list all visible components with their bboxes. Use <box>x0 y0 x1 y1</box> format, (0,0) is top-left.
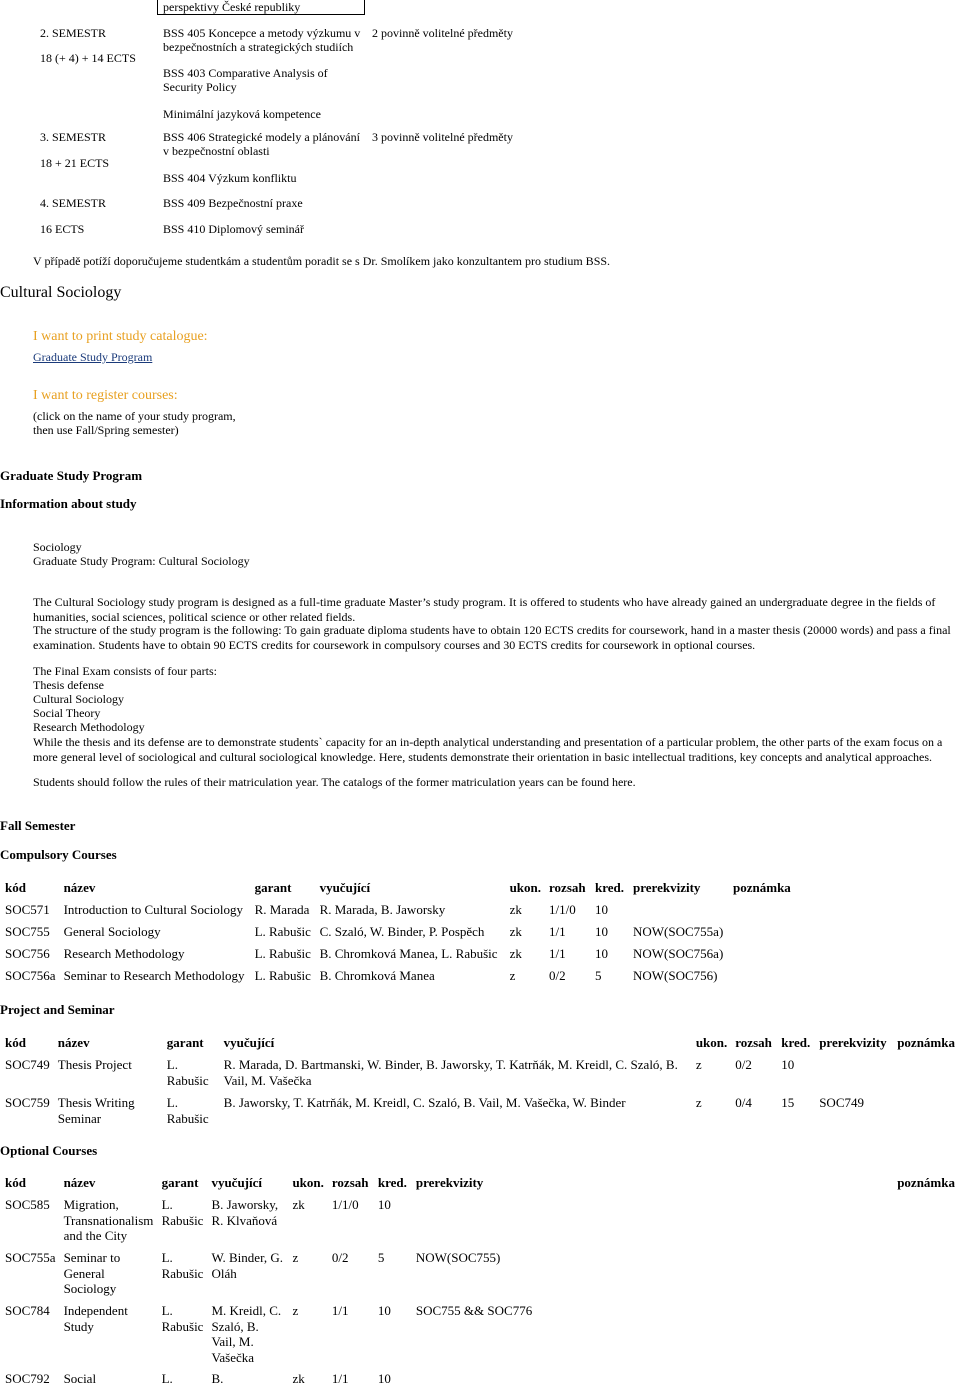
course-prerequisites: NOW(SOC756a) <box>633 946 724 961</box>
course-teachers: B. Chromková Manea <box>319 968 435 983</box>
table-row <box>1 946 797 968</box>
semester-ects: 18 (+ 4) + 14 ECTS <box>40 51 136 65</box>
course-name-link[interactable]: Independent Study <box>63 1303 128 1334</box>
course-guarantor: L. <box>161 1371 173 1386</box>
program-title: Graduate Study Program <box>0 468 143 483</box>
course-entry: BSS 405 Koncepce a metody výzkumu v bezpečnostních a strategických studiích <box>163 26 361 54</box>
breadcrumb-sociology: Sociology <box>33 540 82 554</box>
course-credits: 10 <box>781 1057 795 1072</box>
course-guarantor: L. Rabušic <box>254 946 311 961</box>
course-completion: z <box>509 968 516 983</box>
table-row <box>1 1095 959 1126</box>
course-range: 1/1 <box>331 1371 349 1386</box>
final-exam-part: Cultural Sociology <box>33 692 124 706</box>
description-paragraph: The Cultural Sociology study program is designed as a full-time graduate Master’s study program. It is offered to students who have already gained an undergraduate degree in the fields of humanities, social sciences, political science or other related fields. <box>33 595 936 624</box>
course-note <box>893 1095 959 1126</box>
breadcrumb-program: Graduate Study Program: Cultural Sociology <box>33 554 250 568</box>
course-guarantor: R. Marada <box>254 902 310 917</box>
course-range: 1/1/0 <box>549 902 576 917</box>
col-header: kód <box>5 880 26 895</box>
table-row <box>1 1250 959 1303</box>
col-header: rozsah <box>331 1175 369 1190</box>
rules-paragraph: Students should follow the rules of their matriculation year. The catalogs of the former matriculation years can be found here. <box>33 775 636 789</box>
course-guarantor: L. Rabušic <box>161 1303 204 1334</box>
course-name-link[interactable]: Migration, Transnationalism and the City <box>63 1197 154 1243</box>
course-teachers: R. Marada, B. Jaworsky <box>319 902 446 917</box>
course-completion: z <box>695 1057 702 1072</box>
course-completion: z <box>695 1095 702 1110</box>
course-completion: zk <box>509 902 522 917</box>
semester-label: 4. SEMESTR <box>40 196 107 210</box>
col-header: poznámka <box>897 1035 955 1050</box>
course-note <box>720 1250 959 1303</box>
course-code: SOC759 <box>5 1095 50 1110</box>
course-range: 0/2 <box>735 1057 752 1072</box>
col-header: název <box>57 1035 90 1050</box>
final-exam-part: Social Theory <box>33 706 101 720</box>
course-completion: zk <box>292 1371 305 1386</box>
course-range: 1/1/0 <box>331 1197 359 1212</box>
course-prerequisites <box>629 902 729 924</box>
course-teachers: C. Szaló, W. Binder, P. Pospěch <box>319 924 485 939</box>
col-header: poznámka <box>733 880 791 895</box>
final-exam-part: Thesis defense <box>33 678 104 692</box>
course-range: 0/4 <box>735 1095 752 1110</box>
course-name-link[interactable]: Thesis Writing Seminar <box>57 1095 135 1126</box>
course-prerequisites: NOW(SOC756) <box>633 968 718 983</box>
table-row <box>1 968 797 990</box>
course-range: 0/2 <box>549 968 566 983</box>
col-header: garant <box>161 1175 199 1190</box>
col-header: vyučující <box>211 1175 262 1190</box>
course-name-link[interactable]: Introduction to Cultural Sociology <box>63 902 244 917</box>
semester-note: 2 povinně volitelné předměty <box>372 26 513 40</box>
course-range: 1/1 <box>549 924 566 939</box>
course-code: SOC749 <box>5 1057 50 1072</box>
col-header: prerekvizity <box>633 880 701 895</box>
optional-title: Optional Courses <box>0 1143 98 1158</box>
exam-paragraph: While the thesis and its defense are to demonstrate students` capacity for an in-depth analytical understanding and presentation of a particular problem, the other parts of the exam focus on a more general level of sociological and cultural sociological knowledge. Here, students demonstrate their orientation in basic intellectual traditions, key concepts and analytical approaches. <box>33 735 943 764</box>
project-title: Project and Seminar <box>0 1002 115 1017</box>
course-teachers: B. Chromková Manea, L. Rabušic <box>319 946 498 961</box>
course-entry: BSS 410 Diplomový seminář <box>163 222 305 236</box>
table-row <box>1 902 797 924</box>
course-completion: zk <box>509 924 522 939</box>
fall-semester-title: Fall Semester <box>0 818 76 833</box>
compulsory-courses-table <box>1 880 797 990</box>
structure-paragraph: The structure of the study program is the following: To gain graduate diploma students have to obtain 120 ECTS credits for coursework, hand in a master thesis (20000 words) and pass a final examination. Students have to obtain 90 ECTS credits for coursework in compulsory courses and 30 ECTS credits for coursework in optional courses. <box>33 623 951 652</box>
course-entry: BSS 406 Strategické modely a plánování v bezpečnostní oblasti <box>163 130 360 158</box>
course-note <box>729 968 797 990</box>
course-completion: zk <box>509 946 522 961</box>
course-credits: 5 <box>595 968 602 983</box>
info-title: Information about study <box>0 496 137 511</box>
course-prerequisites <box>412 1371 720 1387</box>
semester-label: 3. SEMESTR <box>40 130 107 144</box>
final-exam-intro: The Final Exam consists of four parts: <box>33 664 217 678</box>
course-credits: 10 <box>595 902 609 917</box>
register-heading: I want to register courses: <box>33 388 178 403</box>
course-completion: z <box>292 1250 299 1265</box>
course-note <box>729 946 797 968</box>
course-prerequisites <box>815 1057 893 1095</box>
course-completion: zk <box>292 1197 305 1212</box>
course-prerequisites: NOW(SOC755) <box>415 1250 501 1265</box>
course-entry: Minimální jazyková kompetence <box>163 107 321 121</box>
course-code: SOC792 <box>5 1371 50 1386</box>
course-code: SOC756a <box>5 968 56 983</box>
course-entry: BSS 409 Bezpečnostní praxe <box>163 196 303 210</box>
col-header: kód <box>5 1035 26 1050</box>
course-note <box>720 1197 959 1250</box>
course-code: SOC571 <box>5 902 50 917</box>
course-guarantor: L. Rabušic <box>254 924 311 939</box>
course-credits: 10 <box>595 924 609 939</box>
course-prerequisites: SOC755 && SOC776 <box>415 1303 533 1318</box>
course-name-link[interactable]: Research Methodology <box>63 946 185 961</box>
course-note <box>729 902 797 924</box>
course-teachers: B. <box>211 1371 224 1386</box>
col-header: ukon. <box>509 880 542 895</box>
course-name-link[interactable]: Thesis Project <box>57 1057 132 1072</box>
footnote: V případě potíží doporučujeme studentkám a studentům poradit se s Dr. Smolíkem jako konzultantem pro studium BSS. <box>33 254 611 268</box>
final-exam-part: Research Methodology <box>33 720 145 734</box>
col-header: název <box>63 880 96 895</box>
course-name-link[interactable]: General Sociology <box>63 924 161 939</box>
semester-ects: 18 + 21 ECTS <box>40 156 110 170</box>
col-header: ukon. <box>695 1035 728 1050</box>
course-completion: z <box>292 1303 299 1318</box>
register-note: then use Fall/Spring semester) <box>33 423 179 437</box>
semester-ects: 16 ECTS <box>40 222 85 236</box>
course-name-link[interactable]: Seminar to Research Methodology <box>63 968 245 983</box>
table-row <box>1 924 797 946</box>
print-heading: I want to print study catalogue: <box>33 329 208 344</box>
course-guarantor: L. Rabušic <box>254 968 311 983</box>
col-header: garant <box>254 880 292 895</box>
course-teachers: M. Kreidl, C. Szaló, B. Vail, M. Vašečka <box>211 1303 282 1365</box>
optional-courses-table <box>1 1175 959 1387</box>
col-header: prerekvizity <box>819 1035 887 1050</box>
col-header: prerekvizity <box>415 1175 484 1190</box>
course-code: SOC756 <box>5 946 50 961</box>
table-row <box>1 1057 959 1095</box>
project-courses-table <box>1 1035 959 1126</box>
course-note <box>720 1371 959 1387</box>
course-credits: 10 <box>595 946 609 961</box>
col-header: kred. <box>377 1175 407 1190</box>
col-header: rozsah <box>735 1035 772 1050</box>
col-header: kred. <box>781 1035 811 1050</box>
course-credits: 10 <box>377 1303 391 1318</box>
course-teachers: R. Marada, D. Bartmanski, W. Binder, B. Jaworsky, T. Katrňák, M. Kreidl, C. Szaló, B. Vail, M. Vašečka <box>223 1057 678 1088</box>
course-prerequisites <box>412 1197 720 1250</box>
section-title: Cultural Sociology <box>0 284 122 301</box>
course-teachers: B. Jaworsky, T. Katrňák, M. Kreidl, C. Szaló, B. Vail, M. Vašečka, W. Binder <box>223 1095 626 1110</box>
course-guarantor: L. Rabušic <box>166 1095 209 1126</box>
col-header: garant <box>166 1035 204 1050</box>
register-note: (click on the name of your study program, <box>33 409 236 423</box>
course-credits: 10 <box>377 1371 391 1386</box>
course-name-link[interactable]: Seminar to General Sociology <box>63 1250 121 1296</box>
course-prerequisites: SOC749 <box>819 1095 864 1110</box>
course-name-link[interactable]: Social <box>63 1371 97 1386</box>
col-header: poznámka <box>897 1175 955 1190</box>
course-teachers: W. Binder, G. Oláh <box>211 1250 284 1281</box>
compulsory-title: Compulsory Courses <box>0 847 117 862</box>
course-range: 0/2 <box>331 1250 349 1265</box>
course-guarantor: L. Rabušic <box>166 1057 209 1088</box>
semester-label: 2. SEMESTR <box>40 26 107 40</box>
course-entry: BSS 404 Výzkum konfliktu <box>163 171 297 185</box>
col-header: název <box>63 1175 96 1190</box>
col-header: kred. <box>595 880 625 895</box>
graduate-study-program-link[interactable]: Graduate Study Program <box>33 350 153 364</box>
course-range: 1/1 <box>549 946 566 961</box>
course-entry: BSS 403 Comparative Analysis of Security Policy <box>163 66 328 94</box>
top-cell-text: perspektivy České republiky <box>163 0 301 14</box>
course-code: SOC784 <box>5 1303 50 1318</box>
table-row <box>1 1303 959 1371</box>
course-code: SOC755 <box>5 924 50 939</box>
course-credits: 15 <box>781 1095 795 1110</box>
course-note <box>729 924 797 946</box>
course-guarantor: L. Rabušic <box>161 1250 204 1281</box>
col-header: rozsah <box>549 880 586 895</box>
course-code: SOC585 <box>5 1197 50 1212</box>
course-code: SOC755a <box>5 1250 56 1265</box>
course-note <box>720 1303 959 1371</box>
course-credits: 10 <box>377 1197 391 1212</box>
col-header: vyučující <box>223 1035 275 1050</box>
table-row <box>1 1371 959 1387</box>
course-guarantor: L. Rabušic <box>161 1197 204 1228</box>
col-header: ukon. <box>292 1175 324 1190</box>
course-teachers: B. Jaworsky, R. Klvaňová <box>211 1197 279 1228</box>
semester-note: 3 povinně volitelné předměty <box>372 130 513 144</box>
col-header: kód <box>5 1175 26 1190</box>
course-prerequisites: NOW(SOC755a) <box>633 924 724 939</box>
col-header: vyučující <box>319 880 371 895</box>
course-note <box>893 1057 959 1095</box>
course-range: 1/1 <box>331 1303 349 1318</box>
table-row <box>1 1197 959 1250</box>
course-credits: 5 <box>377 1250 385 1265</box>
